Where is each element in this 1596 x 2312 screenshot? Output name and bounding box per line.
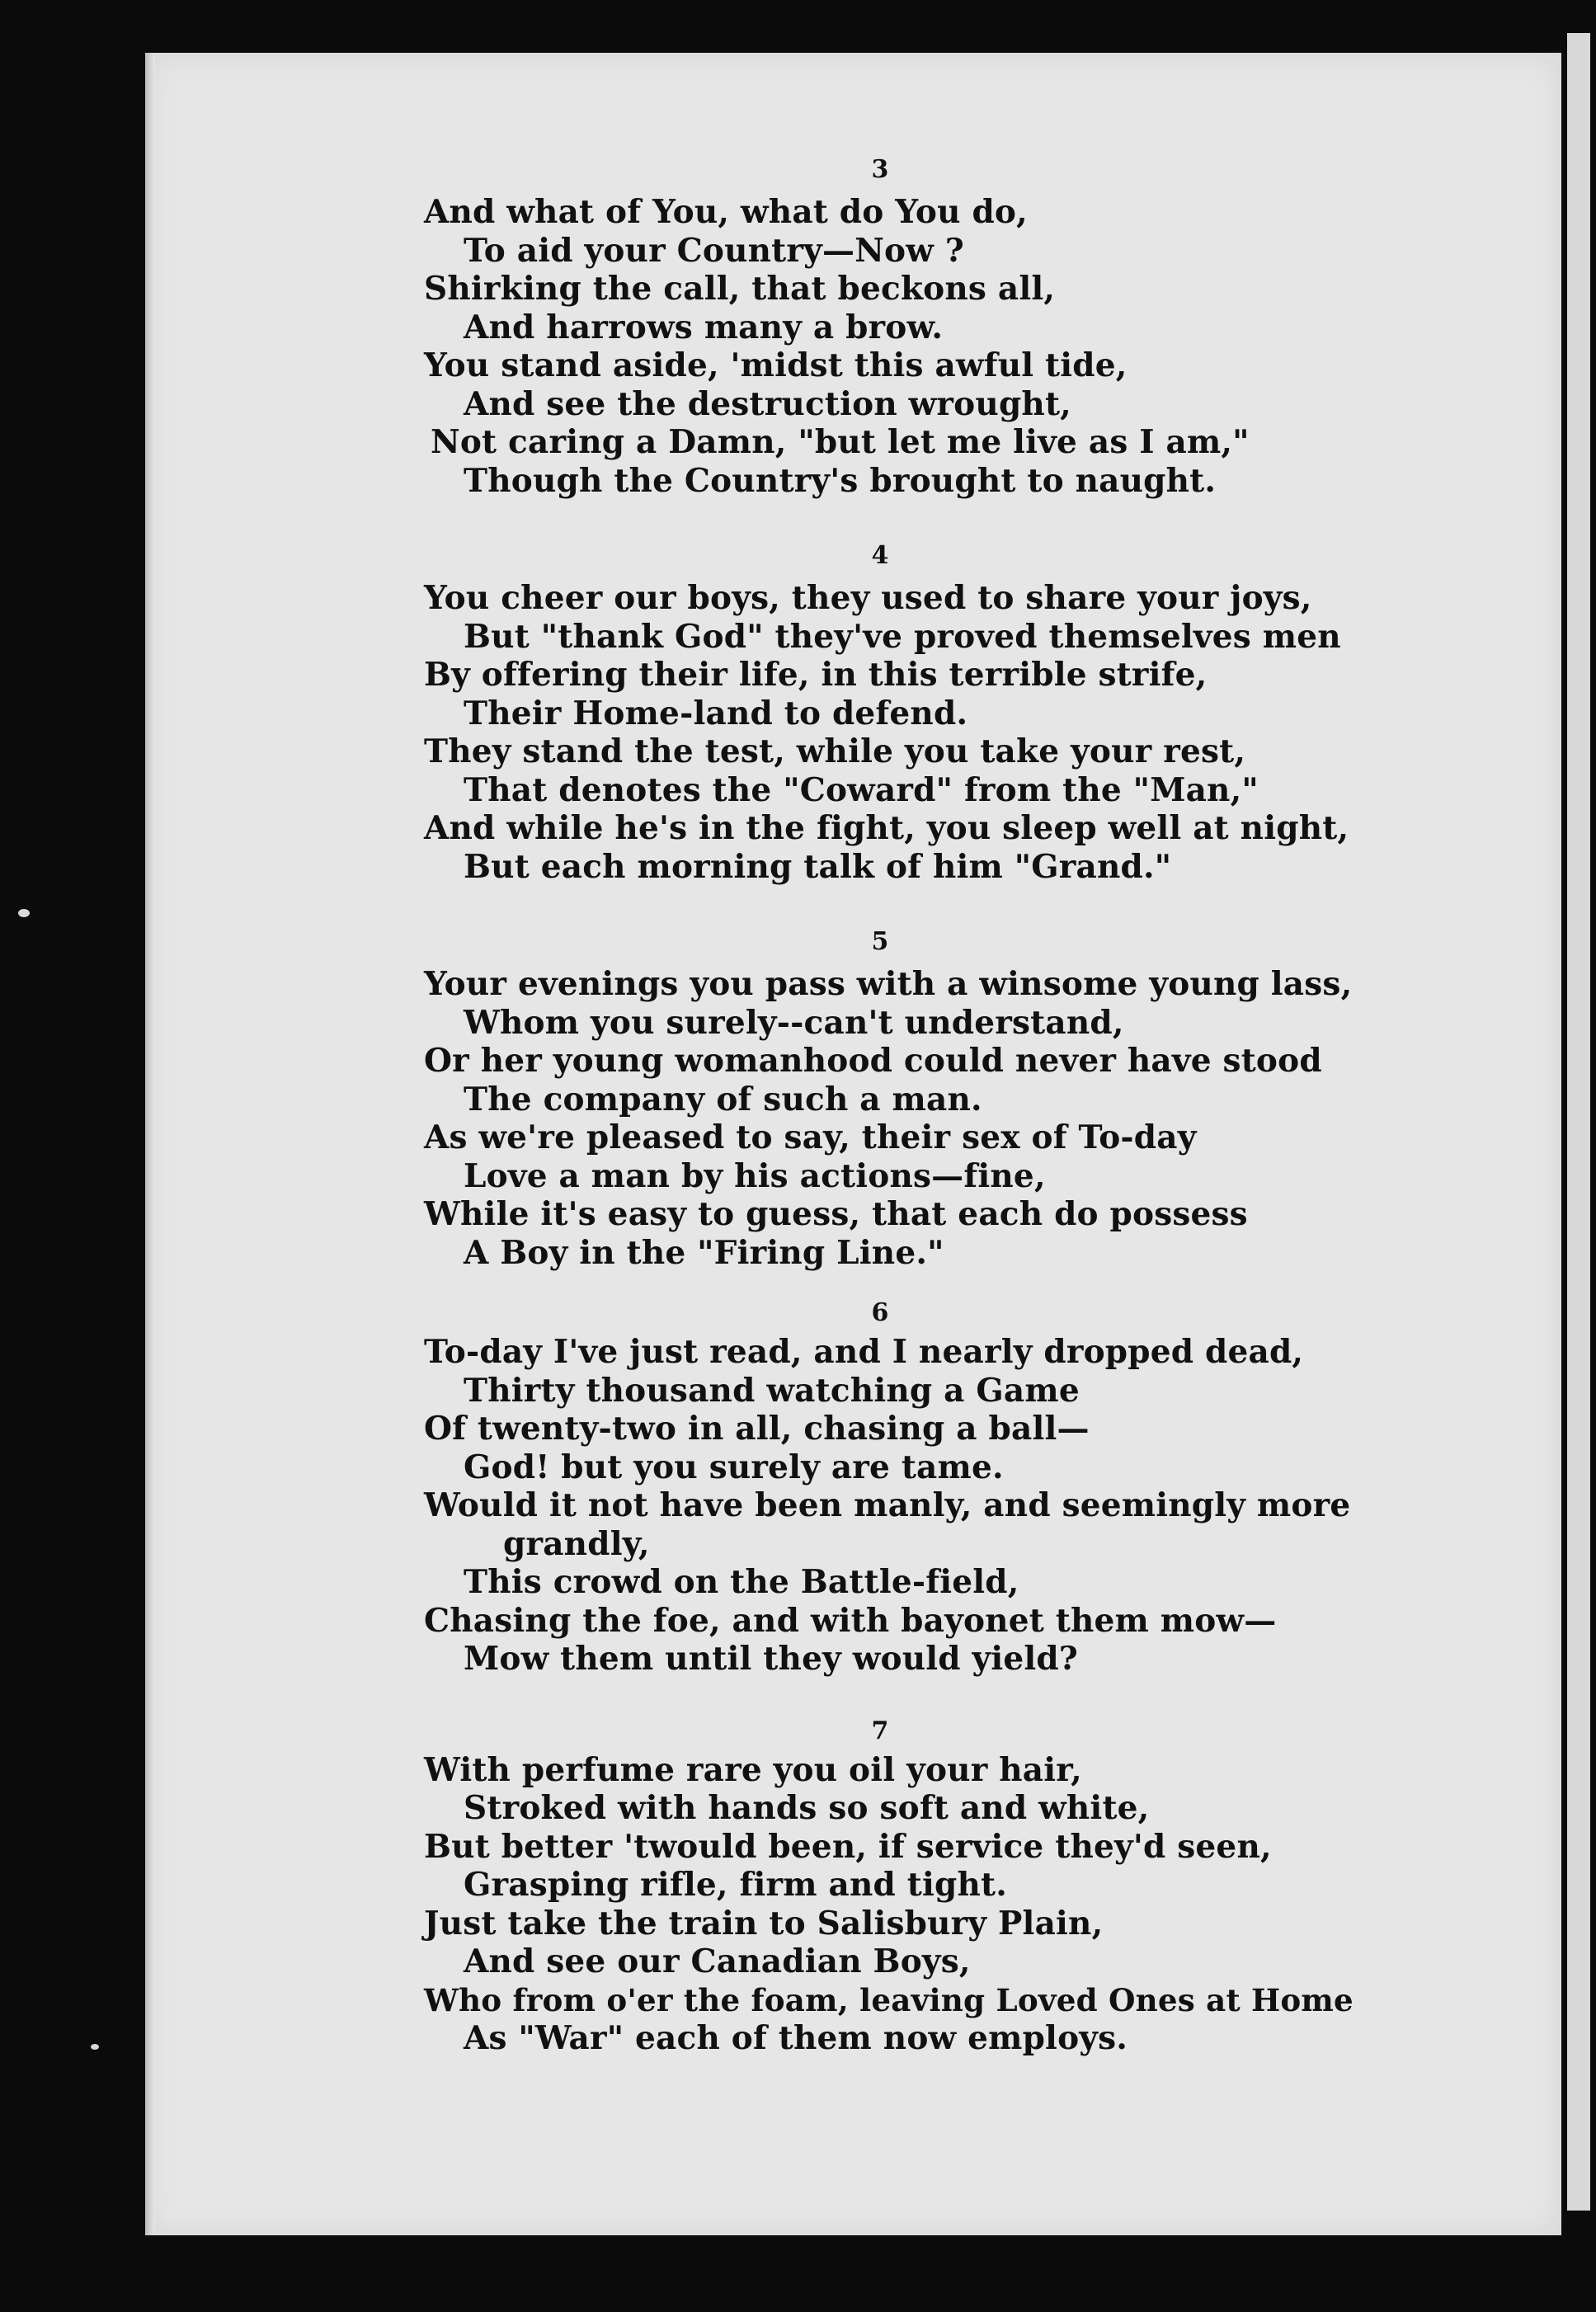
verse-line: The company of such a man.	[464, 1080, 982, 1118]
verse-line: Who from o'er the foam, leaving Loved Ones at Home	[424, 1981, 1354, 2018]
verse-line: To-day I've just read, and I nearly dropped dead,	[424, 1333, 1304, 1371]
stanza-gap	[424, 1272, 1372, 1293]
verse-line: And see our Canadian Boys,	[464, 1942, 971, 1980]
verse-line: A Boy in the "Firing Line."	[464, 1233, 944, 1272]
verse-line: With perfume rare you oil your hair,	[424, 1750, 1082, 1789]
stanza-4	[424, 533, 1372, 886]
verse-line: Of twenty-two in all, chasing a ball—	[424, 1410, 1090, 1448]
verse-line: Stroked with hands so soft and white,	[464, 1789, 1150, 1827]
verse-line: Grasping rifle, firm and tight.	[464, 1866, 1007, 1904]
verse-line: Your evenings you pass with a winsome young lass,	[424, 965, 1353, 1003]
verse-line: God! but you surely are tame.	[464, 1448, 1004, 1486]
verse-line: Chasing the foe, and with bayonet them mow—	[424, 1601, 1277, 1640]
verse-line: But better 'twould been, if service they'd seen,	[424, 1827, 1272, 1866]
verse-line: As we're pleased to say, their sex of To-day	[424, 1118, 1197, 1156]
stanza-gap	[424, 500, 1372, 533]
poem	[424, 147, 1372, 2058]
verse-line: To aid your Country—Now ?	[464, 231, 964, 270]
verse-line: Their Home-land to defend.	[464, 694, 968, 732]
verse-line: You cheer our boys, they used to share your joys,	[424, 579, 1312, 617]
stanza-number: 7	[871, 1716, 889, 1745]
verse-line: And what of You, what do You do,	[424, 193, 1028, 231]
scan-speck	[18, 909, 30, 917]
stanza-7	[424, 1712, 1372, 2058]
verse-line: You stand aside, 'midst this awful tide,	[424, 346, 1128, 384]
verse-line: Or her young womanhood could never have stood	[424, 1042, 1322, 1080]
stanza-5	[424, 919, 1372, 1272]
verse-line: Would it not have been manly, and seemingly more	[424, 1486, 1351, 1524]
page-edge	[145, 53, 155, 2235]
stanza-gap	[424, 886, 1372, 919]
stanza-gap	[424, 1679, 1372, 1712]
verse-line: Not caring a Damn, "but let me live as I am,"	[431, 423, 1250, 461]
verse-line: Mow them until they would yield?	[464, 1640, 1078, 1678]
verse-line: Just take the train to Salisbury Plain,	[424, 1904, 1104, 1942]
verse-line: Thirty thousand watching a Game	[464, 1371, 1080, 1410]
adjacent-page-strip	[1567, 33, 1590, 2211]
verse-line: Love a man by his actions—fine,	[464, 1156, 1046, 1195]
verse-line: As "War" each of them now employs.	[464, 2019, 1128, 2057]
stanza-number: 4	[871, 541, 889, 570]
stanza-6	[424, 1293, 1372, 1679]
verse-line: And while he's in the fight, you sleep well at night,	[424, 809, 1349, 847]
stanza-number: 3	[871, 155, 889, 184]
verse-line: But "thank God" they've proved themselves men	[464, 617, 1341, 656]
verse-line: grandly,	[503, 1524, 650, 1563]
verse-line: They stand the test, while you take your rest,	[424, 732, 1246, 770]
stanza-number: 5	[871, 927, 889, 956]
verse-line: And see the destruction wrought,	[464, 384, 1071, 423]
verse-line: Shirking the call, that beckons all,	[424, 270, 1056, 308]
verse-line: Though the Country's brought to naught.	[464, 461, 1217, 500]
stanza-3	[424, 147, 1372, 500]
verse-line: But each morning talk of him "Grand."	[464, 847, 1172, 886]
verse-line: While it's easy to guess, that each do possess	[424, 1195, 1248, 1233]
scan-speck	[91, 2044, 99, 2050]
verse-line: And harrows many a brow.	[464, 308, 944, 346]
stanza-number: 6	[871, 1298, 889, 1327]
verse-line: By offering their life, in this terrible strife,	[424, 656, 1208, 694]
verse-line: Whom you surely--can't understand,	[464, 1003, 1124, 1042]
verse-line: That denotes the "Coward" from the "Man,"	[464, 770, 1259, 809]
verse-line: This crowd on the Battle-field,	[464, 1563, 1019, 1601]
